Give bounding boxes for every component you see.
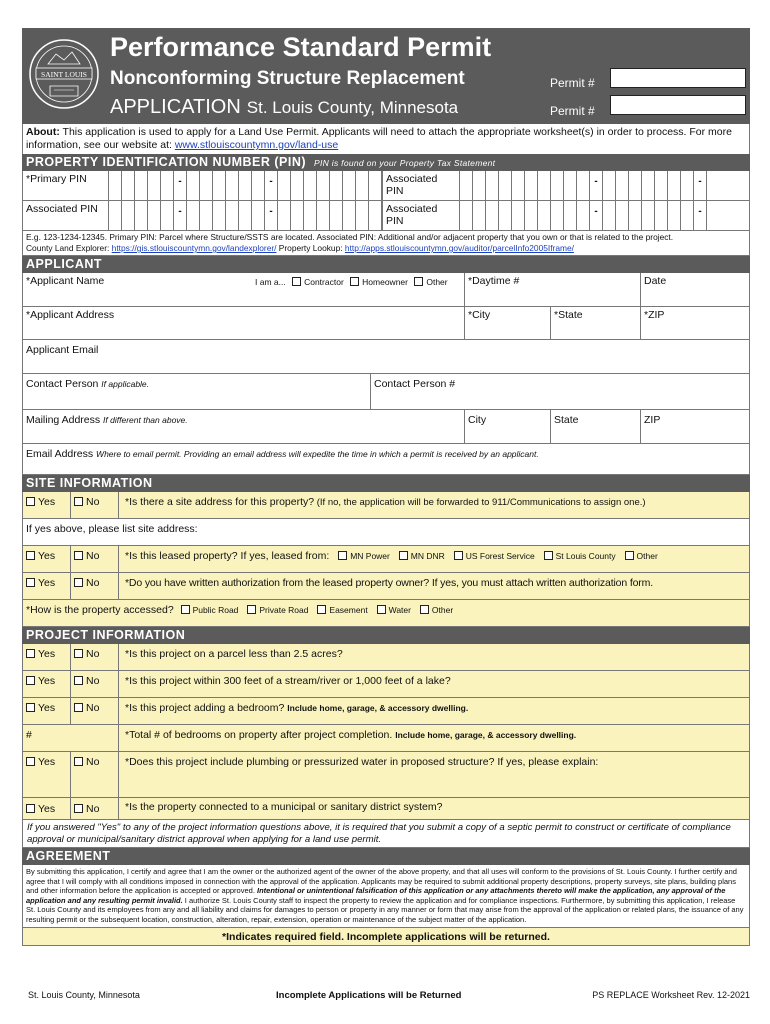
project-q3-row: [22, 698, 750, 725]
pin-digit-box[interactable]: [629, 171, 642, 201]
pin-digit-box[interactable]: [200, 201, 213, 231]
permit-number-input-2[interactable]: [610, 95, 746, 115]
yes-label: Yes: [38, 756, 56, 768]
lessor-options: [338, 550, 664, 562]
property-lookup-link[interactable]: http://apps.stlouiscountymn.gov/auditor/parcelInfo2005Iframe/: [344, 243, 574, 253]
contact-person-hint: If applicable.: [101, 379, 150, 389]
pin-digit-box[interactable]: [460, 201, 473, 231]
pin-digit-box[interactable]: [356, 201, 369, 231]
pin-digit-box[interactable]: [109, 201, 122, 231]
lessor-checkbox[interactable]: [338, 551, 347, 560]
pin-digit-box[interactable]: [538, 201, 551, 231]
pin-digit-box[interactable]: [148, 201, 161, 231]
site-address-field[interactable]: If yes above, please list site address:: [26, 523, 198, 535]
access-label: Water: [388, 605, 411, 615]
required-notice: *Indicates required field. Incomplete applications will be returned.: [22, 928, 750, 946]
property-lookup-label: Property Lookup:: [276, 243, 345, 253]
no-label: No: [86, 577, 100, 589]
pin-digit-box[interactable]: [577, 171, 590, 201]
site-q3-no[interactable]: [71, 573, 119, 599]
contractor-label: Contractor: [304, 277, 344, 287]
project-q5-yes[interactable]: [23, 752, 71, 797]
access-checkbox[interactable]: [377, 605, 386, 614]
access-checkbox[interactable]: [247, 605, 256, 614]
pin-digit-box[interactable]: [499, 201, 512, 231]
access-checkbox[interactable]: [420, 605, 429, 614]
permit-label-2: Permit #: [550, 104, 595, 118]
pin-digit-box[interactable]: [525, 171, 538, 201]
pin-digit-box[interactable]: [668, 201, 681, 231]
pin-digit-box[interactable]: [369, 201, 382, 231]
pin-digit-box[interactable]: [187, 201, 200, 231]
form-header: [22, 28, 750, 124]
site-heading: SITE INFORMATION: [22, 475, 750, 492]
site-access-row: [22, 600, 750, 627]
pin-digit-box[interactable]: [252, 201, 265, 231]
pin-digit-box[interactable]: [109, 171, 122, 201]
project-q6-yes[interactable]: [23, 798, 71, 819]
form-subtitle: Nonconforming Structure Replacement: [110, 68, 465, 89]
project-q2-yes[interactable]: [23, 671, 71, 697]
contractor-checkbox[interactable]: [292, 277, 301, 286]
contact-person-label: Contact Person: [26, 378, 99, 390]
site-q2-row: [22, 546, 750, 573]
other-checkbox[interactable]: [414, 277, 423, 286]
pin-digit-box[interactable]: [486, 201, 499, 231]
pin-note-1: E.g. 123-1234-12345. Primary PIN: Parcel where Structure/SSTS are located. Associated PIN: Additional and/or adjacent property that you own or that is related to the project.: [26, 232, 674, 242]
site-q3-text: *Do you have written authorization from the leased property owner? If yes, you must attach written authorization form.: [125, 577, 653, 589]
project-q3-note: Include home, garage, & accessory dwelling.: [287, 703, 469, 713]
project-q6-no[interactable]: [71, 798, 119, 819]
site-q3-yes[interactable]: [23, 573, 71, 599]
project-q5-text: *Does this project include plumbing or pressurized water in proposed structure? If yes, please explain:: [125, 756, 599, 768]
application-label: APPLICATION: [110, 96, 241, 118]
pin-digit-box[interactable]: [577, 201, 590, 231]
permit-label-1: Permit #: [550, 76, 595, 90]
agreement-heading: AGREEMENT: [22, 848, 750, 865]
pin-note: [22, 231, 750, 256]
project-q3-text: [119, 698, 474, 724]
access-checkbox[interactable]: [181, 605, 190, 614]
project-q3-question: *Is this project adding a bedroom?: [125, 702, 285, 714]
pin-digit-box[interactable]: [551, 201, 564, 231]
lessor-label: MN Power: [350, 551, 390, 561]
yes-label: Yes: [38, 496, 56, 508]
pin-digit-box[interactable]: [278, 171, 291, 201]
applicant-name-label: *Applicant Name: [26, 275, 105, 287]
about-label: About:: [26, 126, 60, 138]
pin-digit-box[interactable]: [473, 201, 486, 231]
pin-digit-box[interactable]: [239, 171, 252, 201]
site-q2-yes[interactable]: [23, 546, 71, 572]
applicant-address-field[interactable]: *Applicant Address: [23, 307, 465, 339]
access-label: Public Road: [192, 605, 239, 615]
associated-pin-input-2[interactable]: [109, 201, 382, 231]
pin-digit-box[interactable]: [161, 171, 174, 201]
pin-digit-box[interactable]: [616, 201, 629, 231]
applicant-email-field[interactable]: Applicant Email: [26, 344, 99, 356]
access-label: Easement: [329, 605, 368, 615]
email-address-field[interactable]: [23, 444, 749, 474]
pin-digit-box[interactable]: [200, 171, 213, 201]
pin-digit-box[interactable]: [642, 201, 655, 231]
contact-number-field[interactable]: Contact Person #: [374, 378, 456, 390]
city-field[interactable]: *City: [465, 307, 551, 339]
mailing-state-field[interactable]: State: [551, 410, 641, 443]
iam-label: I am a...: [255, 277, 286, 287]
pin-digit-box[interactable]: [226, 171, 239, 201]
no-label: No: [86, 803, 100, 815]
yes-label: Yes: [38, 675, 56, 687]
pin-digit-box[interactable]: [330, 171, 343, 201]
associated-pin-label-3: Associated PIN: [382, 201, 460, 230]
pin-digit-box[interactable]: [291, 201, 304, 231]
yes-label: Yes: [38, 803, 56, 815]
pin-digit-box[interactable]: -: [174, 171, 187, 201]
project-q4-question: *Total # of bedrooms on property after project completion.: [125, 729, 393, 741]
pin-row-1: [22, 171, 750, 201]
applicant-row-1: [22, 273, 750, 307]
pin-heading: [22, 154, 750, 171]
project-q1-yes[interactable]: [23, 644, 71, 670]
pin-digit-box[interactable]: [187, 171, 200, 201]
project-q1-no[interactable]: [71, 644, 119, 670]
date-field[interactable]: Date: [644, 275, 667, 287]
applicant-row-5: [22, 410, 750, 444]
pin-digit-box[interactable]: [629, 201, 642, 231]
permit-number-input-1[interactable]: [610, 68, 746, 88]
pin-row-2: [22, 201, 750, 231]
pin-digit-box[interactable]: [122, 171, 135, 201]
pin-digit-box[interactable]: [486, 171, 499, 201]
project-q5-row: [22, 752, 750, 798]
project-heading: PROJECT INFORMATION: [22, 627, 750, 644]
project-q1-text: *Is this project on a parcel less than 2.5 acres?: [125, 648, 343, 660]
zip-field[interactable]: *ZIP: [644, 309, 665, 321]
homeowner-label: Homeowner: [362, 277, 408, 287]
site-q1-no[interactable]: [71, 492, 119, 518]
associated-pin-label-2: Associated PIN: [23, 201, 109, 230]
mailing-city-field[interactable]: City: [465, 410, 551, 443]
lessor-checkbox[interactable]: [544, 551, 553, 560]
pin-digit-box[interactable]: [538, 171, 551, 201]
pin-digit-box[interactable]: [369, 171, 382, 201]
other-label: Other: [426, 277, 448, 287]
applicant-row-3: [22, 340, 750, 374]
pin-heading-text: PROPERTY IDENTIFICATION NUMBER (PIN): [26, 155, 307, 169]
pin-digit-box[interactable]: [512, 201, 525, 231]
site-access-text: [23, 600, 465, 626]
pin-digit-box[interactable]: -: [265, 171, 278, 201]
access-question: *How is the property accessed?: [26, 604, 174, 616]
yes-label: Yes: [38, 702, 56, 714]
associated-pin-label-1: Associated PIN: [382, 171, 460, 200]
no-label: No: [86, 675, 100, 687]
contact-person-field[interactable]: [23, 374, 371, 409]
daytime-field[interactable]: *Daytime #: [465, 273, 641, 306]
mailing-address-label: Mailing Address: [26, 414, 101, 426]
iam-group: [255, 276, 448, 288]
pin-digit-box[interactable]: [239, 201, 252, 231]
site-q1-question: *Is there a site address for this property?: [125, 496, 315, 508]
land-explorer-link[interactable]: https://gis.stlouiscountymn.gov/landexplorer/: [111, 243, 277, 253]
project-q4-row: [22, 725, 750, 752]
pin-digit-box[interactable]: [122, 201, 135, 231]
project-q2-row: [22, 671, 750, 698]
footer-right: PS REPLACE Worksheet Rev. 12-2021: [592, 990, 750, 1000]
pin-digit-box[interactable]: [564, 201, 577, 231]
mailing-address-field[interactable]: [23, 410, 465, 443]
access-label: Private Road: [259, 605, 309, 615]
footer-center: Incomplete Applications will be Returned: [276, 990, 462, 1001]
applicant-row-6: [22, 444, 750, 475]
pin-digit-box[interactable]: -: [694, 201, 707, 231]
pin-digit-box[interactable]: -: [265, 201, 278, 231]
no-label: No: [86, 702, 100, 714]
no-label: No: [86, 496, 100, 508]
pin-digit-box[interactable]: -: [590, 201, 603, 231]
county-seal-icon: [26, 34, 102, 114]
pin-digit-box[interactable]: [343, 201, 356, 231]
email-address-hint: Where to email permit. Providing an email address will expedite the time in which a permit is received by an applicant.: [96, 449, 539, 459]
footer-left: St. Louis County, Minnesota: [28, 990, 140, 1000]
no-label: No: [86, 550, 100, 562]
pin-digit-box[interactable]: [226, 201, 239, 231]
lessor-label: Other: [636, 551, 658, 561]
land-explorer-label: County Land Explorer:: [26, 243, 112, 253]
pin-digit-box[interactable]: [551, 171, 564, 201]
agreement-text-2: I authorize St. Louis County staff to inspect the property to review the application and for compliance inspections. Furthermore, by submitting this application, I release St. Louis County and its employees from any and all liability and claims for damages to person or property in any manner or form that may arise from the approval of the application or related plans, the issuance of any resulting permit or the subsequent location, construction, alteration, repair, extension, operation or maintenance of the subject matter of the application.: [26, 895, 744, 924]
pin-digit-box[interactable]: [655, 201, 668, 231]
pin-digit-box[interactable]: [616, 171, 629, 201]
lessor-checkbox[interactable]: [399, 551, 408, 560]
project-q3-yes[interactable]: [23, 698, 71, 724]
pin-digit-box[interactable]: [668, 171, 681, 201]
site-q3-row: [22, 573, 750, 600]
pin-digit-box[interactable]: [135, 201, 148, 231]
project-q6-text: *Is the property connected to a municipal or sanitary district system?: [125, 801, 443, 813]
project-q2-no[interactable]: [71, 671, 119, 697]
pin-digit-box[interactable]: [317, 171, 330, 201]
agreement-text: [22, 865, 750, 928]
agreement-warning: Intentional or unintentional falsification of this application or any attachments thereto will make the application, any approval of the application and any resulting permit invalid.: [26, 886, 726, 905]
no-label: No: [86, 756, 100, 768]
yes-label: Yes: [38, 648, 56, 660]
pin-digit-box[interactable]: [603, 201, 616, 231]
pin-note-2: [26, 243, 746, 254]
primary-pin-input[interactable]: [109, 171, 382, 201]
project-note: If you answered "Yes" to any of the project information questions above, it is required that you submit a copy of a septic permit to construct or certificate of compliance approval or municipal/sanitary district approval when applying for a land use permit.: [22, 820, 750, 848]
agreement-text-1: By submitting this application, I certify and agree that I am the owner or the authorized agent of the owner of the above property, and that all uses will conform to the provisions of St. Louis County. I further certify and agree that I will comply with all conditions imposed in connection with the approval of the application. Applicants may be required to submit additional property descriptions, property surveys, site plans, building plans and other information before the application is accepted or approved.: [26, 867, 737, 896]
pin-digit-box[interactable]: [473, 171, 486, 201]
applicant-row-4: [22, 374, 750, 410]
site-q1-row: [22, 492, 750, 519]
project-q6-row: [22, 798, 750, 820]
pin-digit-box[interactable]: [135, 171, 148, 201]
pin-digit-box[interactable]: [304, 201, 317, 231]
pin-digit-box[interactable]: [148, 171, 161, 201]
about-text: [22, 124, 750, 154]
website-link[interactable]: www.stlouiscountymn.gov/land-use: [174, 139, 339, 151]
mailing-address-hint: If different than above.: [103, 415, 188, 425]
associated-pin-input-3[interactable]: [460, 201, 707, 231]
pin-digit-box[interactable]: [304, 171, 317, 201]
site-q2-text: [119, 546, 670, 572]
pin-digit-box[interactable]: [460, 171, 473, 201]
site-q1-note: (If no, the application will be forwarded to 911/Communications to assign one.): [314, 497, 646, 508]
no-label: No: [86, 648, 100, 660]
applicant-row-2: [22, 307, 750, 340]
pin-hint: PIN is found on your Property Tax Statement: [314, 158, 496, 168]
pin-digit-box[interactable]: [330, 201, 343, 231]
access-options: [181, 604, 460, 616]
primary-pin-label: *Primary PIN: [23, 171, 109, 200]
project-q4-text: [119, 725, 582, 751]
pin-digit-box[interactable]: [642, 171, 655, 201]
pin-digit-box[interactable]: [356, 171, 369, 201]
pin-digit-box[interactable]: [278, 201, 291, 231]
state-field[interactable]: *State: [551, 307, 641, 339]
project-q1-row: [22, 644, 750, 671]
county-label: St. Louis County, Minnesota: [246, 98, 459, 117]
lessor-label: MN DNR: [410, 551, 445, 561]
site-q1-text: [119, 492, 652, 518]
form-title: Performance Standard Permit: [110, 32, 492, 62]
lessor-label: US Forest Service: [465, 551, 535, 561]
pin-digit-box[interactable]: [161, 201, 174, 231]
mailing-zip-field[interactable]: ZIP: [644, 414, 661, 426]
pin-digit-box[interactable]: [291, 171, 304, 201]
site-address-row: [22, 519, 750, 546]
pin-digit-box[interactable]: [655, 171, 668, 201]
lessor-checkbox[interactable]: [625, 551, 634, 560]
lessor-label: St Louis County: [555, 551, 616, 561]
project-q3-no[interactable]: [71, 698, 119, 724]
site-q2-no[interactable]: [71, 546, 119, 572]
access-checkbox[interactable]: [317, 605, 326, 614]
pin-digit-box[interactable]: [343, 171, 356, 201]
permit-form: [22, 28, 750, 946]
pin-digit-box[interactable]: [681, 201, 694, 231]
pin-digit-box[interactable]: [681, 171, 694, 201]
applicant-name-field[interactable]: [23, 273, 465, 306]
project-q5-no[interactable]: [71, 752, 119, 797]
about-body: This application is used to apply for a Land Use Permit. Applicants will need to attach the appropriate worksheet(s) in order to process. For more information, see our website at:: [26, 126, 732, 151]
yes-label: Yes: [38, 550, 56, 562]
pin-digit-box[interactable]: [499, 171, 512, 201]
form-application-line: [110, 96, 458, 119]
applicant-heading: APPLICANT: [22, 256, 750, 273]
pin-digit-box[interactable]: [564, 171, 577, 201]
email-address-label: Email Address: [26, 448, 94, 460]
pin-digit-box[interactable]: [213, 171, 226, 201]
pin-digit-box[interactable]: [525, 201, 538, 231]
project-q2-text: *Is this project within 300 feet of a stream/river or 1,000 feet of a lake?: [125, 675, 451, 687]
pin-digit-box[interactable]: [213, 201, 226, 231]
yes-label: Yes: [38, 577, 56, 589]
homeowner-checkbox[interactable]: [350, 277, 359, 286]
pin-digit-box[interactable]: [603, 171, 616, 201]
pin-digit-box[interactable]: [252, 171, 265, 201]
pin-digit-box[interactable]: -: [590, 171, 603, 201]
pin-digit-box[interactable]: [317, 201, 330, 231]
site-q2-question: *Is this leased property? If yes, leased from:: [125, 550, 330, 562]
pin-digit-box[interactable]: [512, 171, 525, 201]
svg-text:SAINT LOUIS: SAINT LOUIS: [41, 70, 87, 79]
pin-digit-box[interactable]: -: [174, 201, 187, 231]
access-label: Other: [431, 605, 454, 615]
associated-pin-input-1[interactable]: [460, 171, 707, 201]
site-q1-yes[interactable]: [23, 492, 71, 518]
project-q4-note: Include home, garage, & accessory dwelling.: [395, 730, 577, 740]
pin-digit-box[interactable]: -: [694, 171, 707, 201]
bedroom-count-field[interactable]: #: [23, 725, 119, 751]
lessor-checkbox[interactable]: [454, 551, 463, 560]
